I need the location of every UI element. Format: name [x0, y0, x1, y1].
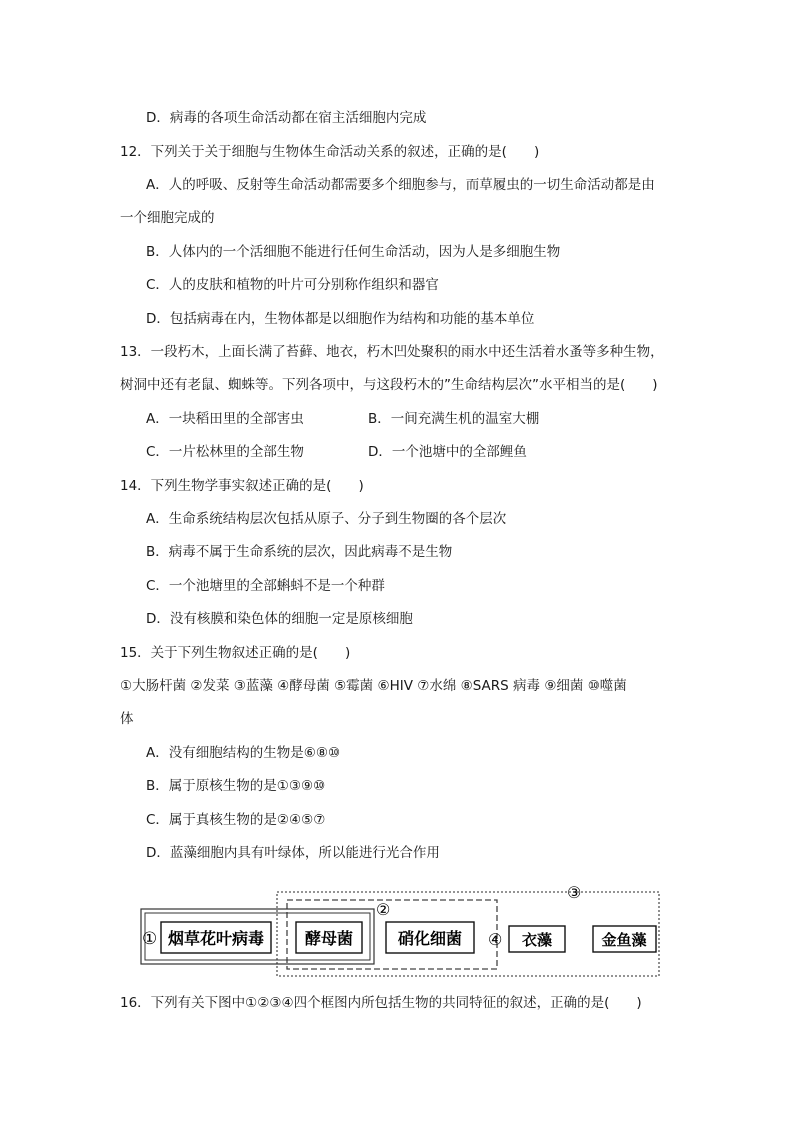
- box-nitrifying-text: 硝化细菌: [397, 929, 463, 948]
- q13-stem-cont: 树洞中还有老鼠、蜘蛛等。下列各项中，与这段朽木的”生命结构层次”水平相当的是( ): [120, 377, 658, 393]
- box-yeast-text: 酵母菌: [304, 929, 354, 948]
- organism-grouping-diagram: [140, 884, 662, 978]
- q13-option-d: D．一个池塘中的全部鲤鱼: [368, 444, 527, 460]
- q14-stem: 14．下列生物学事实叙述正确的是( ): [120, 478, 364, 494]
- q12-option-d: D．包括病毒在内，生物体都是以细胞作为结构和功能的基本单位: [146, 311, 535, 327]
- q16-stem: 16．下列有关下图中①②③④四个框图内所包括生物的共同特征的叙述，正确的是( ): [120, 995, 642, 1011]
- q13-stem: 13．一段朽木，上面长满了苔藓、地衣，朽木凹处聚积的雨水中还生活着水蚤等多种生物，: [120, 344, 664, 360]
- q13-option-b: B．一间充满生机的温室大棚: [368, 411, 540, 427]
- q12-stem: 12．下列关于关于细胞与生物体生命活动关系的叙述，正确的是( ): [120, 144, 540, 160]
- q13-option-c: C．一片松林里的全部生物: [146, 444, 304, 460]
- q12-option-b: B．人体内的一个活细胞不能进行任何生命活动，因为人是多细胞生物: [146, 244, 561, 260]
- q15-option-d: D．蓝藻细胞内具有叶绿体，所以能进行光合作用: [146, 845, 440, 861]
- q12-option-a: A．人的呼吸、反射等生命活动都需要多个细胞参与，而草履虫的一切生命活动都是由: [146, 177, 655, 193]
- label-4: ④: [488, 930, 503, 949]
- label-2: ②: [376, 900, 391, 919]
- q12-option-a-cont: 一个细胞完成的: [120, 210, 215, 226]
- q11-option-d: D．病毒的各项生命活动都在宿主活细胞内完成: [146, 110, 427, 126]
- q12-option-c: C．人的皮肤和植物的叶片可分别称作组织和器官: [146, 277, 439, 293]
- q15-option-b: B．属于原核生物的是①③⑨⑩: [146, 778, 326, 794]
- q14-option-b: B．病毒不属于生命系统的层次，因此病毒不是生物: [146, 544, 453, 560]
- q14-option-a: A．生命系统结构层次包括从原子、分子到生物圈的各个层次: [146, 511, 507, 527]
- q13-option-a: A．一块稻田里的全部害虫: [146, 411, 304, 427]
- q15-organism-list: ①大肠杆菌 ②发菜 ③蓝藻 ④酵母菌 ⑤霉菌 ⑥HIV ⑦水绵 ⑧SARS 病毒 ⑨细菌 ⑩噬菌: [120, 678, 627, 694]
- box-chlamydomonas-text: 衣藻: [521, 931, 553, 949]
- box-goldfish-alga-text: 金鱼藻: [601, 931, 647, 949]
- q15-stem: 15．关于下列生物叙述正确的是( ): [120, 645, 351, 661]
- q15-option-c: C．属于真核生物的是②④⑤⑦: [146, 812, 326, 828]
- box-tobacco-text: 烟草花叶病毒: [167, 929, 265, 948]
- q14-option-d: D．没有核膜和染色体的细胞一定是原核细胞: [146, 611, 413, 627]
- label-3: ③: [567, 884, 582, 902]
- q15-organism-list-cont: 体: [120, 711, 134, 727]
- label-1: ①: [142, 929, 158, 949]
- q15-option-a: A．没有细胞结构的生物是⑥⑧⑩: [146, 745, 341, 761]
- q14-option-c: C．一个池塘里的全部蝌蚪不是一个种群: [146, 578, 385, 594]
